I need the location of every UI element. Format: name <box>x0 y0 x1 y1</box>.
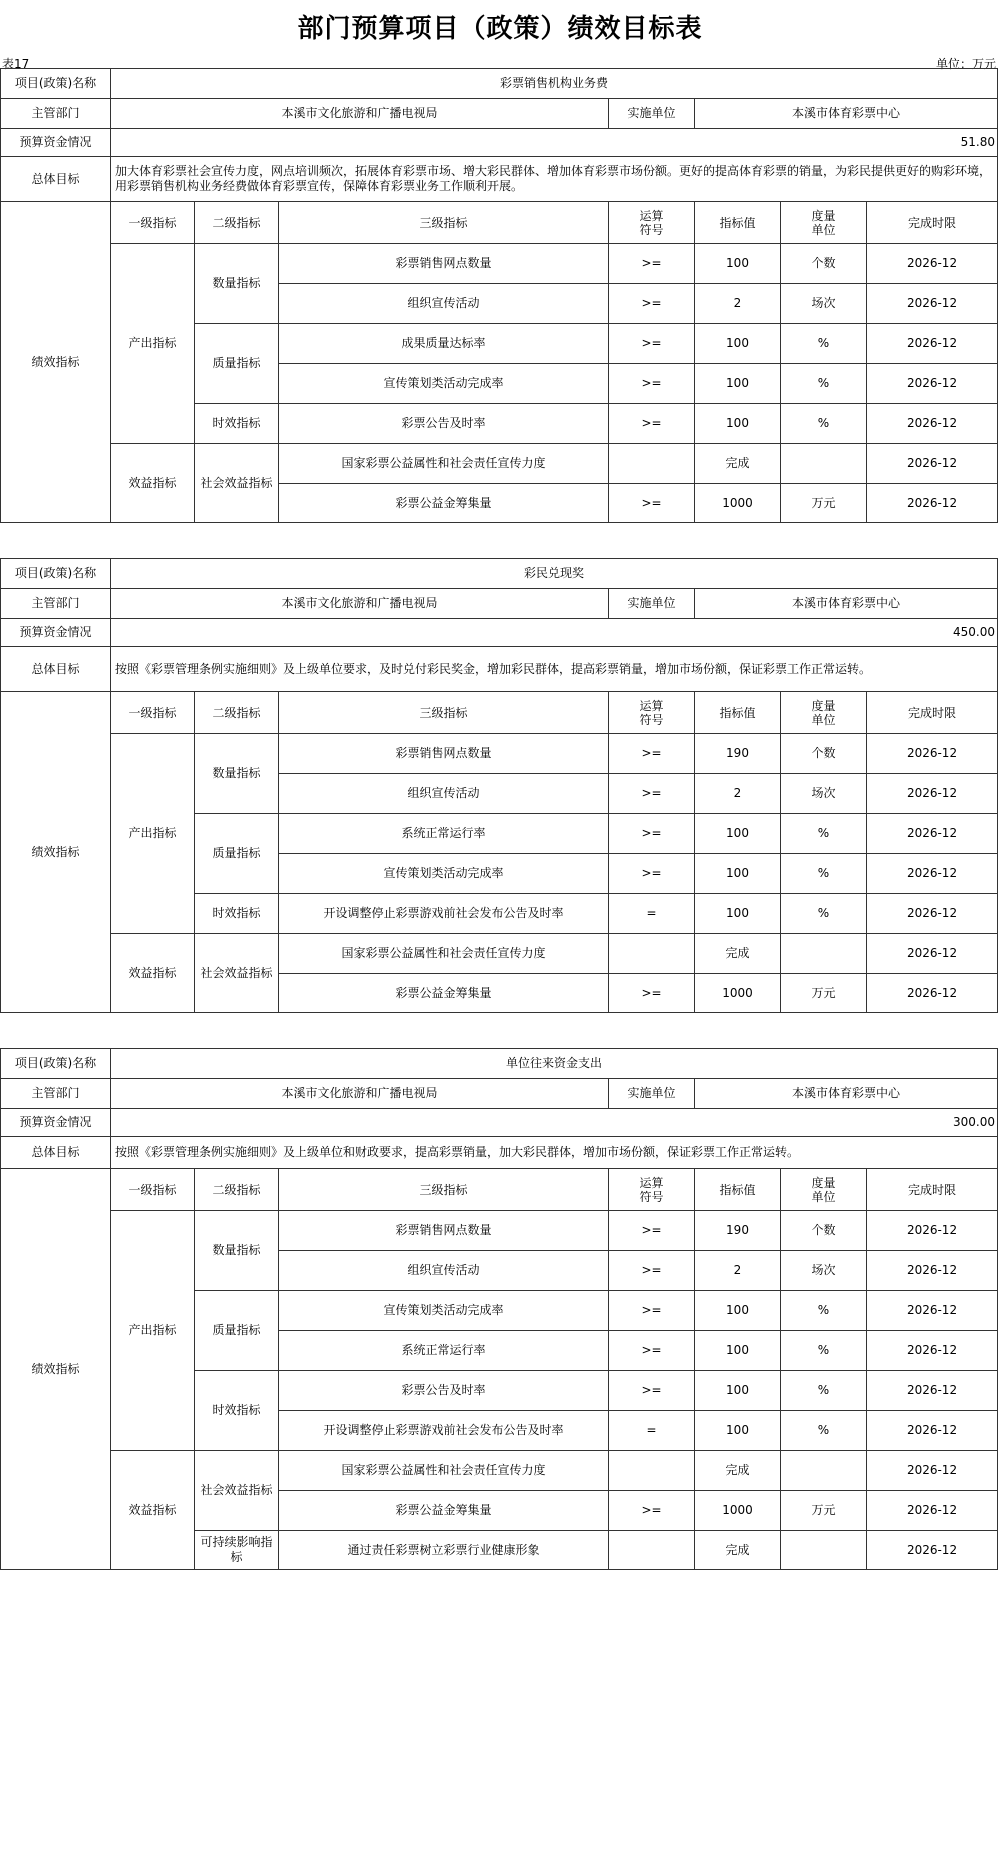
measure-unit: 个数 <box>781 1211 867 1251</box>
target-value: 100 <box>695 814 781 854</box>
header-unit: 度量 单位 <box>781 692 867 734</box>
operator: >= <box>609 324 695 364</box>
goal-label: 总体目标 <box>1 1137 111 1169</box>
level3-indicator: 彩票销售网点数量 <box>279 1211 609 1251</box>
operator: >= <box>609 1331 695 1371</box>
indicator-row <box>1 1451 998 1491</box>
target-value: 1000 <box>695 1491 781 1531</box>
project-table <box>0 558 998 1013</box>
impl-label: 实施单位 <box>609 1079 695 1109</box>
header-level1: 一级指标 <box>111 692 195 734</box>
deadline: 2026-12 <box>867 1251 998 1291</box>
deadline: 2026-12 <box>867 484 998 523</box>
level1-indicator: 产出指标 <box>111 734 195 934</box>
operator <box>609 444 695 484</box>
project-table <box>0 1048 998 1570</box>
deadline: 2026-12 <box>867 284 998 324</box>
header-operator: 运算 符号 <box>609 692 695 734</box>
operator <box>609 934 695 974</box>
operator: >= <box>609 1211 695 1251</box>
level2-indicator: 社会效益指标 <box>195 444 279 523</box>
target-value: 完成 <box>695 1531 781 1570</box>
dept-value: 本溪市文化旅游和广播电视局 <box>111 99 609 129</box>
level3-indicator: 宣传策划类活动完成率 <box>279 364 609 404</box>
level1-indicator: 产出指标 <box>111 1211 195 1451</box>
level2-indicator: 质量指标 <box>195 324 279 404</box>
operator: >= <box>609 1371 695 1411</box>
measure-unit: % <box>781 1411 867 1451</box>
deadline: 2026-12 <box>867 404 998 444</box>
level1-indicator: 效益指标 <box>111 444 195 523</box>
goal-label: 总体目标 <box>1 157 111 202</box>
header-operator: 运算 符号 <box>609 1169 695 1211</box>
target-value: 100 <box>695 1411 781 1451</box>
measure-unit: 场次 <box>781 774 867 814</box>
header-target-value: 指标值 <box>695 692 781 734</box>
measure-unit: 场次 <box>781 1251 867 1291</box>
measure-unit <box>781 444 867 484</box>
target-value: 2 <box>695 284 781 324</box>
operator: = <box>609 894 695 934</box>
budget-value: 450.00 <box>111 619 998 647</box>
deadline: 2026-12 <box>867 1491 998 1531</box>
goal-label: 总体目标 <box>1 647 111 692</box>
project-name: 彩票销售机构业务费 <box>111 69 998 99</box>
level2-indicator: 社会效益指标 <box>195 1451 279 1531</box>
level3-indicator: 彩票公益金筹集量 <box>279 484 609 523</box>
deadline: 2026-12 <box>867 1451 998 1491</box>
header-unit: 度量 单位 <box>781 1169 867 1211</box>
table-number: 表17 <box>2 57 30 71</box>
deadline: 2026-12 <box>867 1411 998 1451</box>
header-level2: 二级指标 <box>195 692 279 734</box>
measure-unit: % <box>781 1371 867 1411</box>
measure-unit: 万元 <box>781 484 867 523</box>
impl-value: 本溪市体育彩票中心 <box>695 99 998 129</box>
deadline: 2026-12 <box>867 1531 998 1570</box>
deadline: 2026-12 <box>867 974 998 1013</box>
operator: >= <box>609 1291 695 1331</box>
level3-indicator: 彩票公益金筹集量 <box>279 1491 609 1531</box>
perf-label: 绩效指标 <box>1 1169 111 1570</box>
budget-label: 预算资金情况 <box>1 1109 111 1137</box>
operator: >= <box>609 734 695 774</box>
level3-indicator: 彩票公告及时率 <box>279 1371 609 1411</box>
impl-label: 实施单位 <box>609 589 695 619</box>
goal-text: 按照《彩票管理条例实施细则》及上级单位要求，及时兑付彩民奖金，增加彩民群体，提高彩票销量，增加市场份额，保证彩票工作正常运转。 <box>111 647 998 692</box>
measure-unit: % <box>781 364 867 404</box>
header-operator: 运算 符号 <box>609 202 695 244</box>
target-value: 100 <box>695 1291 781 1331</box>
target-value: 190 <box>695 1211 781 1251</box>
target-value: 完成 <box>695 934 781 974</box>
deadline: 2026-12 <box>867 244 998 284</box>
target-value: 100 <box>695 404 781 444</box>
level3-indicator: 宣传策划类活动完成率 <box>279 1291 609 1331</box>
header-level3: 三级指标 <box>279 1169 609 1211</box>
operator: >= <box>609 284 695 324</box>
header-deadline: 完成时限 <box>867 202 998 244</box>
level3-indicator: 系统正常运行率 <box>279 814 609 854</box>
project-name: 彩民兑现奖 <box>111 559 998 589</box>
operator: >= <box>609 974 695 1013</box>
operator: >= <box>609 854 695 894</box>
indicator-row <box>1 244 998 284</box>
operator: >= <box>609 1491 695 1531</box>
level2-indicator: 数量指标 <box>195 1211 279 1291</box>
deadline: 2026-12 <box>867 444 998 484</box>
deadline: 2026-12 <box>867 1211 998 1251</box>
indicator-row <box>1 1211 998 1251</box>
measure-unit: % <box>781 1291 867 1331</box>
header-level2: 二级指标 <box>195 202 279 244</box>
deadline: 2026-12 <box>867 734 998 774</box>
goal-text: 加大体育彩票社会宣传力度，网点培训频次，拓展体育彩票市场、增大彩民群体、增加体育彩票市场份额。更好的提高体育彩票的销量，为彩民提供更好的购彩环境，用彩票销售机构业务经费做体育彩票宣传，保障体育彩票业务工作顺利开展。 <box>111 157 998 202</box>
target-value: 190 <box>695 734 781 774</box>
level3-indicator: 成果质量达标率 <box>279 324 609 364</box>
level3-indicator: 国家彩票公益属性和社会责任宣传力度 <box>279 1451 609 1491</box>
perf-label: 绩效指标 <box>1 692 111 1013</box>
budget-value: 300.00 <box>111 1109 998 1137</box>
impl-label: 实施单位 <box>609 99 695 129</box>
level2-indicator: 可持续影响指标 <box>195 1531 279 1570</box>
level1-indicator: 效益指标 <box>111 1451 195 1570</box>
level2-indicator: 质量指标 <box>195 1291 279 1371</box>
target-value: 100 <box>695 1331 781 1371</box>
header-level1: 一级指标 <box>111 202 195 244</box>
header-deadline: 完成时限 <box>867 692 998 734</box>
project-name-label: 项目(政策)名称 <box>1 69 111 99</box>
dept-value: 本溪市文化旅游和广播电视局 <box>111 1079 609 1109</box>
level3-indicator: 彩票销售网点数量 <box>279 244 609 284</box>
header-unit: 度量 单位 <box>781 202 867 244</box>
measure-unit: % <box>781 854 867 894</box>
budget-value: 51.80 <box>111 129 998 157</box>
measure-unit <box>781 1531 867 1570</box>
operator: >= <box>609 364 695 404</box>
deadline: 2026-12 <box>867 934 998 974</box>
deadline: 2026-12 <box>867 1291 998 1331</box>
measure-unit <box>781 934 867 974</box>
level3-indicator: 国家彩票公益属性和社会责任宣传力度 <box>279 444 609 484</box>
measure-unit: 万元 <box>781 974 867 1013</box>
operator: >= <box>609 404 695 444</box>
level3-indicator: 宣传策划类活动完成率 <box>279 854 609 894</box>
target-value: 100 <box>695 894 781 934</box>
budget-label: 预算资金情况 <box>1 619 111 647</box>
target-value: 100 <box>695 1371 781 1411</box>
level3-indicator: 组织宣传活动 <box>279 1251 609 1291</box>
target-value: 100 <box>695 244 781 284</box>
project-name: 单位往来资金支出 <box>111 1049 998 1079</box>
target-value: 2 <box>695 1251 781 1291</box>
level2-indicator: 质量指标 <box>195 814 279 894</box>
header-level1: 一级指标 <box>111 1169 195 1211</box>
target-value: 完成 <box>695 444 781 484</box>
indicator-row <box>1 444 998 484</box>
indicator-row <box>1 934 998 974</box>
level3-indicator: 国家彩票公益属性和社会责任宣传力度 <box>279 934 609 974</box>
operator: >= <box>609 244 695 284</box>
level1-indicator: 产出指标 <box>111 244 195 444</box>
unit-label: 单位：万元 <box>935 57 996 71</box>
measure-unit: 个数 <box>781 244 867 284</box>
measure-unit: 个数 <box>781 734 867 774</box>
target-value: 100 <box>695 854 781 894</box>
operator: = <box>609 1411 695 1451</box>
header-level3: 三级指标 <box>279 692 609 734</box>
budget-label: 预算资金情况 <box>1 129 111 157</box>
deadline: 2026-12 <box>867 814 998 854</box>
deadline: 2026-12 <box>867 774 998 814</box>
level3-indicator: 组织宣传活动 <box>279 284 609 324</box>
operator <box>609 1451 695 1491</box>
header-level2: 二级指标 <box>195 1169 279 1211</box>
level3-indicator: 系统正常运行率 <box>279 1331 609 1371</box>
deadline: 2026-12 <box>867 1331 998 1371</box>
page-title: 部门预算项目（政策）绩效目标表 <box>297 14 703 44</box>
deadline: 2026-12 <box>867 894 998 934</box>
target-value: 100 <box>695 364 781 404</box>
measure-unit: % <box>781 1331 867 1371</box>
perf-label: 绩效指标 <box>1 202 111 523</box>
target-value: 2 <box>695 774 781 814</box>
measure-unit: % <box>781 404 867 444</box>
impl-value: 本溪市体育彩票中心 <box>695 589 998 619</box>
project-name-label: 项目(政策)名称 <box>1 1049 111 1079</box>
operator: >= <box>609 1251 695 1291</box>
level2-indicator: 时效指标 <box>195 1371 279 1451</box>
level2-indicator: 数量指标 <box>195 244 279 324</box>
deadline: 2026-12 <box>867 854 998 894</box>
target-value: 完成 <box>695 1451 781 1491</box>
deadline: 2026-12 <box>867 364 998 404</box>
measure-unit: % <box>781 894 867 934</box>
project-name-label: 项目(政策)名称 <box>1 559 111 589</box>
measure-unit: % <box>781 324 867 364</box>
level2-indicator: 数量指标 <box>195 734 279 814</box>
level2-indicator: 时效指标 <box>195 404 279 444</box>
dept-value: 本溪市文化旅游和广播电视局 <box>111 589 609 619</box>
indicator-row <box>1 734 998 774</box>
operator <box>609 1531 695 1570</box>
measure-unit: 万元 <box>781 1491 867 1531</box>
measure-unit: % <box>781 814 867 854</box>
level1-indicator: 效益指标 <box>111 934 195 1013</box>
header-target-value: 指标值 <box>695 1169 781 1211</box>
operator: >= <box>609 774 695 814</box>
level3-indicator: 开设调整停止彩票游戏前社会发布公告及时率 <box>279 1411 609 1451</box>
goal-text: 按照《彩票管理条例实施细则》及上级单位和财政要求，提高彩票销量，加大彩民群体，增加市场份额，保证彩票工作正常运转。 <box>111 1137 998 1169</box>
operator: >= <box>609 484 695 523</box>
level3-indicator: 开设调整停止彩票游戏前社会发布公告及时率 <box>279 894 609 934</box>
measure-unit <box>781 1451 867 1491</box>
measure-unit: 场次 <box>781 284 867 324</box>
target-value: 1000 <box>695 484 781 523</box>
level2-indicator: 时效指标 <box>195 894 279 934</box>
level3-indicator: 通过责任彩票树立彩票行业健康形象 <box>279 1531 609 1570</box>
header-deadline: 完成时限 <box>867 1169 998 1211</box>
dept-label: 主管部门 <box>1 99 111 129</box>
level3-indicator: 彩票销售网点数量 <box>279 734 609 774</box>
dept-label: 主管部门 <box>1 1079 111 1109</box>
target-value: 100 <box>695 324 781 364</box>
level2-indicator: 社会效益指标 <box>195 934 279 1013</box>
impl-value: 本溪市体育彩票中心 <box>695 1079 998 1109</box>
operator: >= <box>609 814 695 854</box>
deadline: 2026-12 <box>867 1371 998 1411</box>
project-table <box>0 68 998 523</box>
header-level3: 三级指标 <box>279 202 609 244</box>
header-target-value: 指标值 <box>695 202 781 244</box>
level3-indicator: 彩票公告及时率 <box>279 404 609 444</box>
deadline: 2026-12 <box>867 324 998 364</box>
dept-label: 主管部门 <box>1 589 111 619</box>
level3-indicator: 彩票公益金筹集量 <box>279 974 609 1013</box>
target-value: 1000 <box>695 974 781 1013</box>
level3-indicator: 组织宣传活动 <box>279 774 609 814</box>
